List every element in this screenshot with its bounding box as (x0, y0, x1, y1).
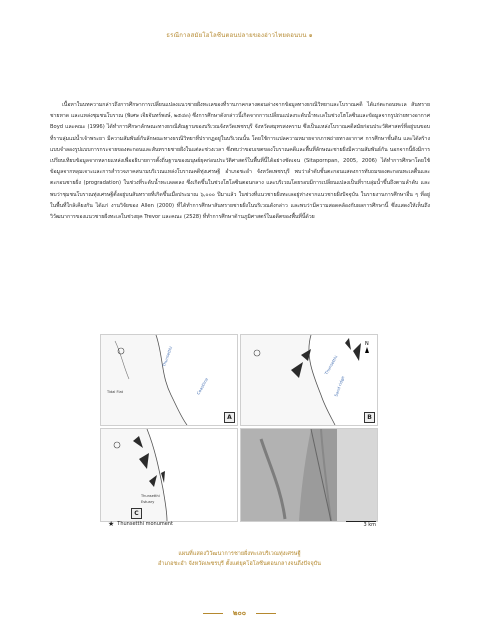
map-a-label-1: Thunsetthi (161, 345, 174, 368)
paragraph: เนื้อหาในบทความกล่าวถึงการศึกษาการเปลี่ยนแปลงแนวชายฝั่งทะเลของที่ราบภาคกลางตอนล่างจากข้อมูลทางธรณีวิทยาและโบราณคดี ได้แก่ตะกอนทะเล สันทรายชายหาด และแหล่งชุมชนโบราณ (พิเศษ เจียจันทร์พงษ์, ๒๕๔๓) ซึ่งการศึกษาดังกล่าวนี้เกิดจากการเปลี่ยนแปลงระดับน้ำทะเลในช่วงโฮโลซีนและข้อมูลจากรูปถ่ายทางอากาศ Boyd และคณะ (1996) ได้ทำการศึกษาลักษณะทางธรณีสัณฐานของบริเวณจังหวัดเพชรบุรี จังหวัดสมุทรสงคราม ซึ่งเป็นแหล่งโบราณคดีสมัยก่อนประวัติศาสตร์ที่อยู่บนขอบที่ราบลุ่มแม่น้ำเจ้าพระยา มีความสัมพันธ์กับลักษณะทางธรณีวิทยาที่ปรากฏอยู่ในบริเวณนั้น โดยใช้การแปลความหมายจากภาพถ่ายทางอากาศ การศึกษาชั้นดิน และได้สร้างแบบจำลองรูปแบบการกระจายของตะกอนและสันทรายชายฝั่งในแต่ละช่วงเวลา ซึ่งพบว่าขอบเขตของโบราณคดีและพื้นที่ลักษณะชายฝั่งมีความสัมพันธ์กัน นอกจากนี้ยังมีการเปรียบเทียบข้อมูลจากหลายแหล่งเพื่ออธิบายการตั้งถิ่นฐานของมนุษย์ยุคก่อนประวัติศาสตร์ในพื้นที่นี้ได้อย่างชัดเจน (Sitapornpan, 2005, 2006) ได้ทำการศึกษาโดยใช้ข้อมูลจากหลุมเจาะและการสำรวจภาคสนามบริเวณแหล่งโบราณคดีทุ่งเศรษฐี อำเภอชะอำ จังหวัดเพชรบุรี พบว่าลำดับชั้นตะกอนแสดงการทับถมของตะกอนทะเลตื้นและตะกอนชายฝั่ง (progradation) ในช่วงที่ระดับน้ำทะเลลดลง ซึ่งเกิดขึ้นในช่วงโฮโลซีนตอนกลาง และบริเวณโดยรอบมีการเปลี่ยนแปลงเป็นที่ราบลุ่มน้ำขึ้นถึงตามลำดับ และพบว่าชุมชนโบราณทุ่งเศรษฐีตั้งอยู่บนสันทรายที่เกิดขึ้นเมื่อประมาณ ๖,๐๐๐ ปีมาแล้ว ในช่วงที่แนวชายฝั่งทะเลอยู่ห่างจากแนวชายฝั่งปัจจุบัน ในรายงานการศึกษาอื่น ๆ ที่อยู่ในพื้นที่ใกล้เคียงกัน ได้แก่ งานวิจัยของ Allen (2000) ที่ได้ทำการศึกษาสันทรายชายฝั่งในบริเวณดังกล่าว และพบว่ามีความสอดคล้องกับผลการศึกษานี้ ซึ่งแสดงให้เห็นถึงวิวัฒนาการของแนวชายฝั่งทะเลในช่วงยุค Trevor และคณะ (2528) ที่ทำการศึกษาด้านภูมิศาสตร์ในอดีตของพื้นที่นี้ด้วย (50, 102, 430, 221)
map-legend (108, 520, 173, 528)
map-c-label-2: Estuary (141, 500, 155, 504)
caption-line-2: อำเภอชะอำ จังหวัดเพชรบุรี ตั้งแต่ยุคโฮโลซีนตอนกลางจนถึงปัจจุบัน (157, 561, 322, 567)
map-a-label-3: Tidal Flat (107, 390, 123, 394)
map-b-label-1: Thunsetthi (323, 354, 339, 376)
header-title: ธรณีกาลสมัยโฮโลซีนตอนปลายของอ่าวไทยตอนบน ๑ (166, 32, 313, 39)
map-panel-a (100, 334, 238, 426)
north-arrow-label: N (365, 341, 369, 347)
aerial-photo-panel (240, 428, 378, 522)
scale-bar (346, 521, 376, 529)
map-c-svg (101, 429, 237, 521)
page-header (0, 30, 479, 40)
map-b-svg (241, 335, 377, 425)
map-c-label-1: Thunsetthi (141, 494, 160, 498)
footer-rule-left (203, 613, 223, 614)
aerial-photo-svg (241, 429, 377, 521)
footer-rule-right (256, 613, 276, 614)
legend-label: Thunsetthi monument (117, 521, 173, 527)
map-panel-b (240, 334, 378, 426)
map-figure (100, 334, 380, 530)
page-number: ๒๐๐ (232, 609, 247, 617)
map-a-svg (101, 335, 237, 425)
caption-line-1: แผนที่แสดงวิวัฒนาการชายฝั่งทะเลบริเวณทุ่งเศรษฐี (178, 551, 301, 557)
panel-label-b: B (364, 412, 375, 423)
panel-label-c: C (131, 508, 142, 519)
panel-label-a: A (224, 412, 235, 423)
scale-label: 3 km (363, 522, 376, 528)
map-panel-c (100, 428, 238, 522)
figure-caption (0, 549, 479, 569)
map-a-label-2: Coastline (195, 376, 210, 396)
body-text (50, 100, 430, 223)
page-footer (0, 603, 479, 622)
star-icon: ★ (108, 520, 115, 528)
map-b-label-2: Sand ridge (333, 375, 346, 398)
